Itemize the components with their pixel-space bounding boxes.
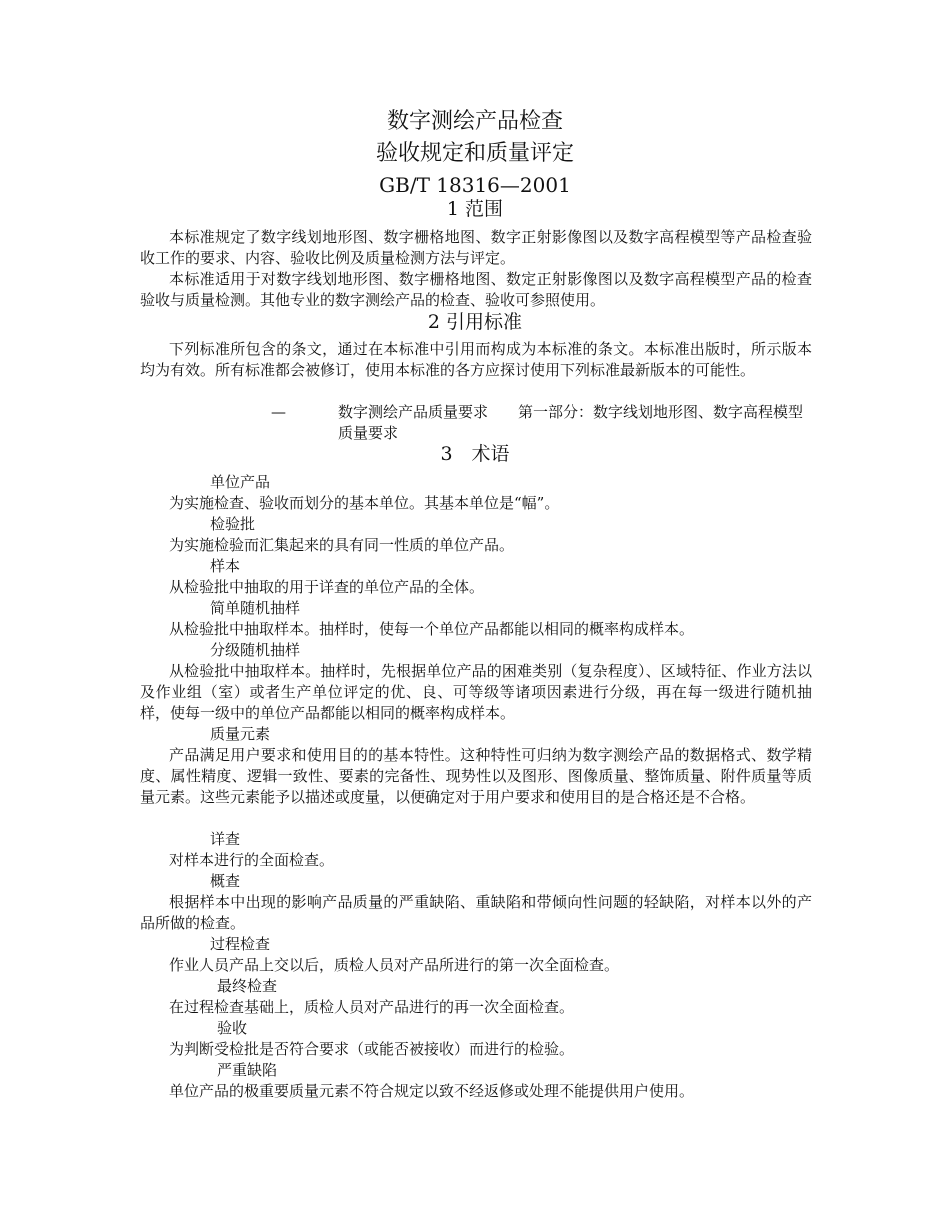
document-title-line1: 数字测绘产品检查 [386, 109, 563, 134]
term-definition: 从检验批中抽取样本。抽样时，先根据单位产品的困难类别（复杂程度）、区域特征、作业方法以及作业组（室）或者生产单位评定的优、良、可等级等诸项因素进行分级，再在每一级进行随机抽样，使每一级中的单位产品都能以相同的概率构成样本。 [140, 662, 812, 722]
term-definition: 从检验批中抽取样本。抽样时，使每一个单位产品都能以相同的概率构成样本。 [169, 620, 695, 638]
term-definition: 单位产品的极重要质量元素不符合规定以致不经返修或处理不能提供用户使用。 [169, 1082, 695, 1100]
term-label: 验收 [217, 1019, 248, 1037]
section-2-heading: 2 引用标准 [427, 311, 523, 333]
term-definition: 根据样本中出现的影响产品质量的严重缺陷、重缺陷和带倾向性问题的轻缺陷，对样本以外的产品所做的检查。 [140, 893, 812, 932]
term-definition: 产品满足用户要求和使用目的的基本特性。这种特性可归纳为数字测绘产品的数据格式、数学精度、属性精度、逻辑一致性、要素的完备性、现势性以及图形、图像质量、整饰质量、附件质量等质量元素。这些元素能予以描述或度量，以便确定对于用户要求和使用目的是合格还是不合格。 [140, 746, 812, 806]
section-1-paragraph-1: 本标准规定了数字线划地形图、数字栅格地图、数字正射影像图以及数字高程模型等产品检查验收工作的要求、内容、验收比例及质量检测方法与评定。 [140, 228, 812, 267]
term-label: 样本 [210, 557, 241, 575]
term-label: 分级随机抽样 [210, 641, 301, 659]
term-label: 过程检查 [210, 935, 271, 953]
section-1-heading: 1 范围 [446, 198, 504, 220]
reference-dash: — [271, 403, 286, 421]
term-label: 严重缺陷 [217, 1061, 278, 1079]
term-definition: 在过程检查基础上，质检人员对产品进行的再一次全面检查。 [169, 998, 575, 1016]
term-label: 检验批 [210, 515, 256, 533]
term-label: 简单随机抽样 [210, 599, 301, 617]
term-definition: 为判断受检批是否符合要求（或能否被接收）而进行的检验。 [169, 1040, 575, 1058]
section-3-heading: 3 术语 [440, 443, 510, 465]
standard-number: GB/T 18316—2001 [379, 173, 571, 197]
term-definition: 为实施检查、验收而划分的基本单位。其基本单位是“幅”。 [169, 494, 560, 512]
term-label: 单位产品 [210, 473, 271, 491]
term-definition: 对样本进行的全面检查。 [169, 851, 335, 869]
section-2-paragraph-1: 下列标准所包含的条文，通过在本标准中引用而构成为本标准的条文。本标准出版时，所示版本均为有效。所有标准都会被修订，使用本标准的各方应探讨使用下列标准最新版本的可能性。 [140, 340, 812, 379]
term-definition: 为实施检验而汇集起来的具有同一性质的单位产品。 [169, 536, 515, 554]
term-definition: 从检验批中抽取的用于详查的单位产品的全体。 [169, 578, 485, 596]
term-label: 概查 [210, 872, 241, 890]
term-label: 质量元素 [210, 725, 271, 743]
term-label: 详查 [210, 830, 241, 848]
section-1-paragraph-2: 本标准适用于对数字线划地形图、数字栅格地图、数定正射影像图以及数字高程模型产品的检查验收与质量检测。其他专业的数字测绘产品的检查、验收可参照使用。 [140, 270, 812, 309]
document-title-line2: 验收规定和质量评定 [375, 141, 574, 166]
reference-standard: 数字测绘产品质量要求 第一部分：数字线划地形图、数字高程模型质量要求 [338, 403, 804, 442]
term-label: 最终检查 [217, 977, 278, 995]
term-definition: 作业人员产品上交以后，质检人员对产品所进行的第一次全面检查。 [169, 956, 620, 974]
